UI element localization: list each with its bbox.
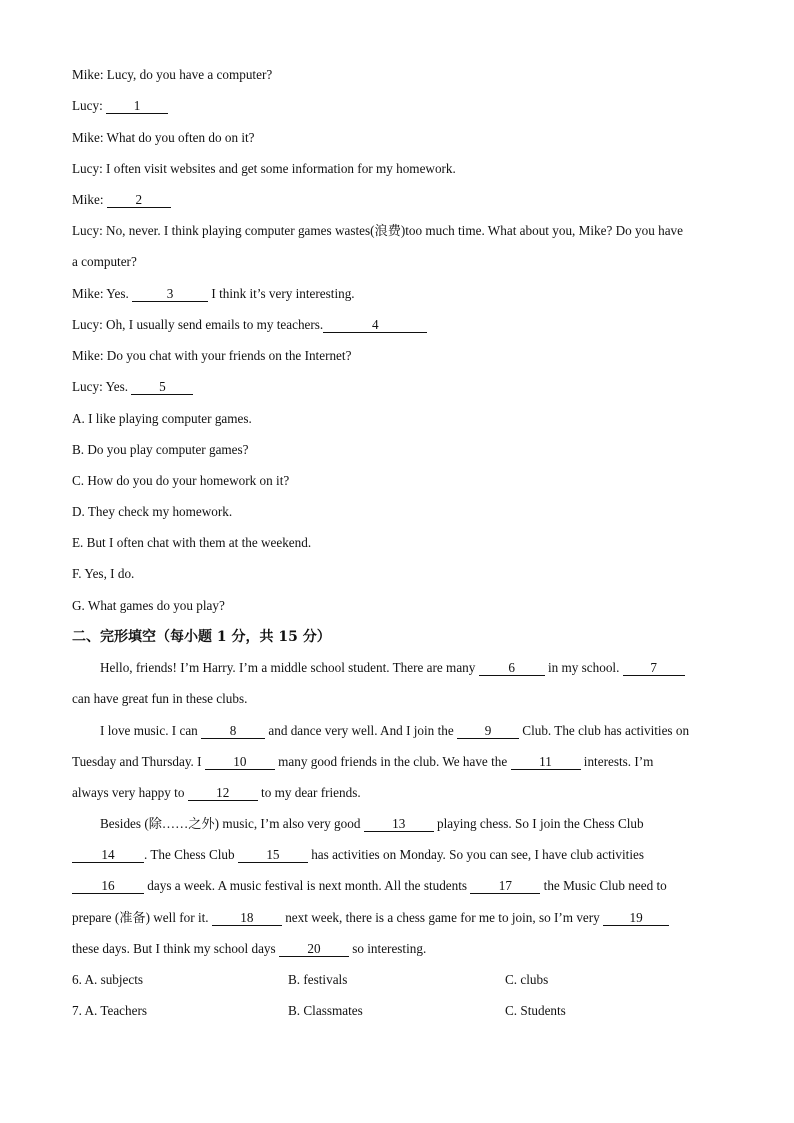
passage-text: next week, there is a chess game for me to join, so I’m very (281, 910, 604, 925)
question-6-option-b[interactable]: B. festivals (288, 972, 348, 987)
dialogue-line-3: Mike: What do you often do on it? (72, 130, 255, 145)
dialogue-line-9: Mike: Do you chat with your friends on the Internet? (72, 348, 352, 363)
passage-text: and dance very well. And I join the (265, 723, 457, 738)
dialogue-line-1: Mike: Lucy, do you have a computer? (72, 67, 273, 82)
dialogue-line-8 (72, 316, 722, 334)
passage-line (72, 940, 722, 958)
option-e: E. But I often chat with them at the weekend. (72, 535, 312, 550)
dialogue-line-6b: a computer? (72, 254, 137, 269)
blank-4[interactable]: 4 (323, 318, 427, 333)
passage-line (72, 753, 722, 771)
speaker-text: Mike: (72, 192, 107, 207)
passage-text: many good friends in the club. We have the (274, 754, 511, 769)
option-b: B. Do you play computer games? (72, 442, 249, 457)
passage-text: has activities on Monday. So you can see, I have club activities (307, 847, 644, 862)
speaker-text: Lucy: Yes. (72, 379, 132, 394)
blank-13[interactable]: 13 (364, 817, 434, 832)
passage-text: Hello, friends! I’m Harry. I’m a middle school student. There are many (100, 660, 479, 675)
blank-17[interactable]: 17 (470, 879, 540, 894)
blank-10[interactable]: 10 (205, 755, 275, 770)
speaker-text: Mike: Yes. (72, 286, 133, 301)
passage-line (100, 659, 722, 677)
blank-5[interactable]: 5 (131, 380, 193, 395)
passage-text: playing chess. So I join the Chess Club (433, 816, 644, 831)
blank-11[interactable]: 11 (511, 755, 581, 770)
option-a: A. I like playing computer games. (72, 411, 252, 426)
blank-19[interactable]: 19 (603, 911, 669, 926)
passage-text: to my dear friends. (257, 785, 361, 800)
blank-3[interactable]: 3 (132, 287, 208, 302)
blank-1[interactable]: 1 (106, 99, 168, 114)
passage-text: days a week. A music festival is next month. All the students (144, 878, 471, 893)
option-d: D. They check my homework. (72, 504, 233, 519)
passage-text: so interesting. (348, 941, 427, 956)
dialogue-line-7 (72, 285, 722, 303)
blank-14[interactable]: 14 (72, 848, 144, 863)
question-6-option-a[interactable]: 6. A. subjects (72, 972, 144, 987)
passage-line (72, 846, 722, 864)
passage-line: can have great fun in these clubs. (72, 691, 248, 706)
question-7-option-b[interactable]: B. Classmates (288, 1003, 363, 1018)
dialogue-line-2 (72, 97, 722, 115)
passage-text: the Music Club need to (540, 878, 667, 893)
blank-2[interactable]: 2 (107, 193, 171, 208)
blank-8[interactable]: 8 (201, 724, 265, 739)
dialogue-line-5 (72, 191, 722, 209)
blank-16[interactable]: 16 (72, 879, 144, 894)
blank-12[interactable]: 12 (188, 786, 258, 801)
question-7-option-c[interactable]: C. Students (505, 1003, 566, 1018)
dialogue-line-4: Lucy: I often visit websites and get some information for my homework. (72, 161, 456, 176)
dialogue-line-6a: Lucy: No, never. I think playing computer games wastes(浪费)too much time. What about you, Mike? Do you have (72, 223, 684, 238)
blank-6[interactable]: 6 (479, 661, 545, 676)
section-heading: 二、完形填空（每小题 1 分，共 15 分） (72, 629, 331, 645)
blank-9[interactable]: 9 (457, 724, 519, 739)
dialogue-line-10 (72, 378, 722, 396)
option-c: C. How do you do your homework on it? (72, 473, 290, 488)
passage-line (72, 784, 722, 802)
passage-line (72, 877, 722, 895)
passage-text: Club. The club has activities on (518, 723, 690, 738)
passage-text: Besides (除……之外) music, I’m also very good (100, 816, 364, 831)
question-7-option-a[interactable]: 7. A. Teachers (72, 1003, 148, 1018)
passage-line (100, 815, 722, 833)
line-text: I think it’s very interesting. (208, 286, 355, 301)
blank-18[interactable]: 18 (212, 911, 282, 926)
passage-text: in my school. (544, 660, 623, 675)
passage-line (72, 909, 722, 927)
question-6-option-c[interactable]: C. clubs (505, 972, 549, 987)
speaker-text: Lucy: (72, 98, 107, 113)
option-f: F. Yes, I do. (72, 566, 135, 581)
passage-text: . The Chess Club (144, 847, 238, 862)
blank-20[interactable]: 20 (279, 942, 349, 957)
passage-text: prepare (准备) well for it. (72, 910, 212, 925)
blank-7[interactable]: 7 (623, 661, 685, 676)
passage-line (100, 722, 722, 740)
option-g: G. What games do you play? (72, 598, 225, 613)
passage-text: these days. But I think my school days (72, 941, 279, 956)
passage-text: I love music. I can (100, 723, 202, 738)
passage-text: always very happy to (72, 785, 188, 800)
blank-15[interactable]: 15 (238, 848, 308, 863)
passage-text: Tuesday and Thursday. I (72, 754, 205, 769)
passage-text: interests. I’m (580, 754, 654, 769)
line-text: Lucy: Oh, I usually send emails to my teachers. (72, 317, 324, 332)
